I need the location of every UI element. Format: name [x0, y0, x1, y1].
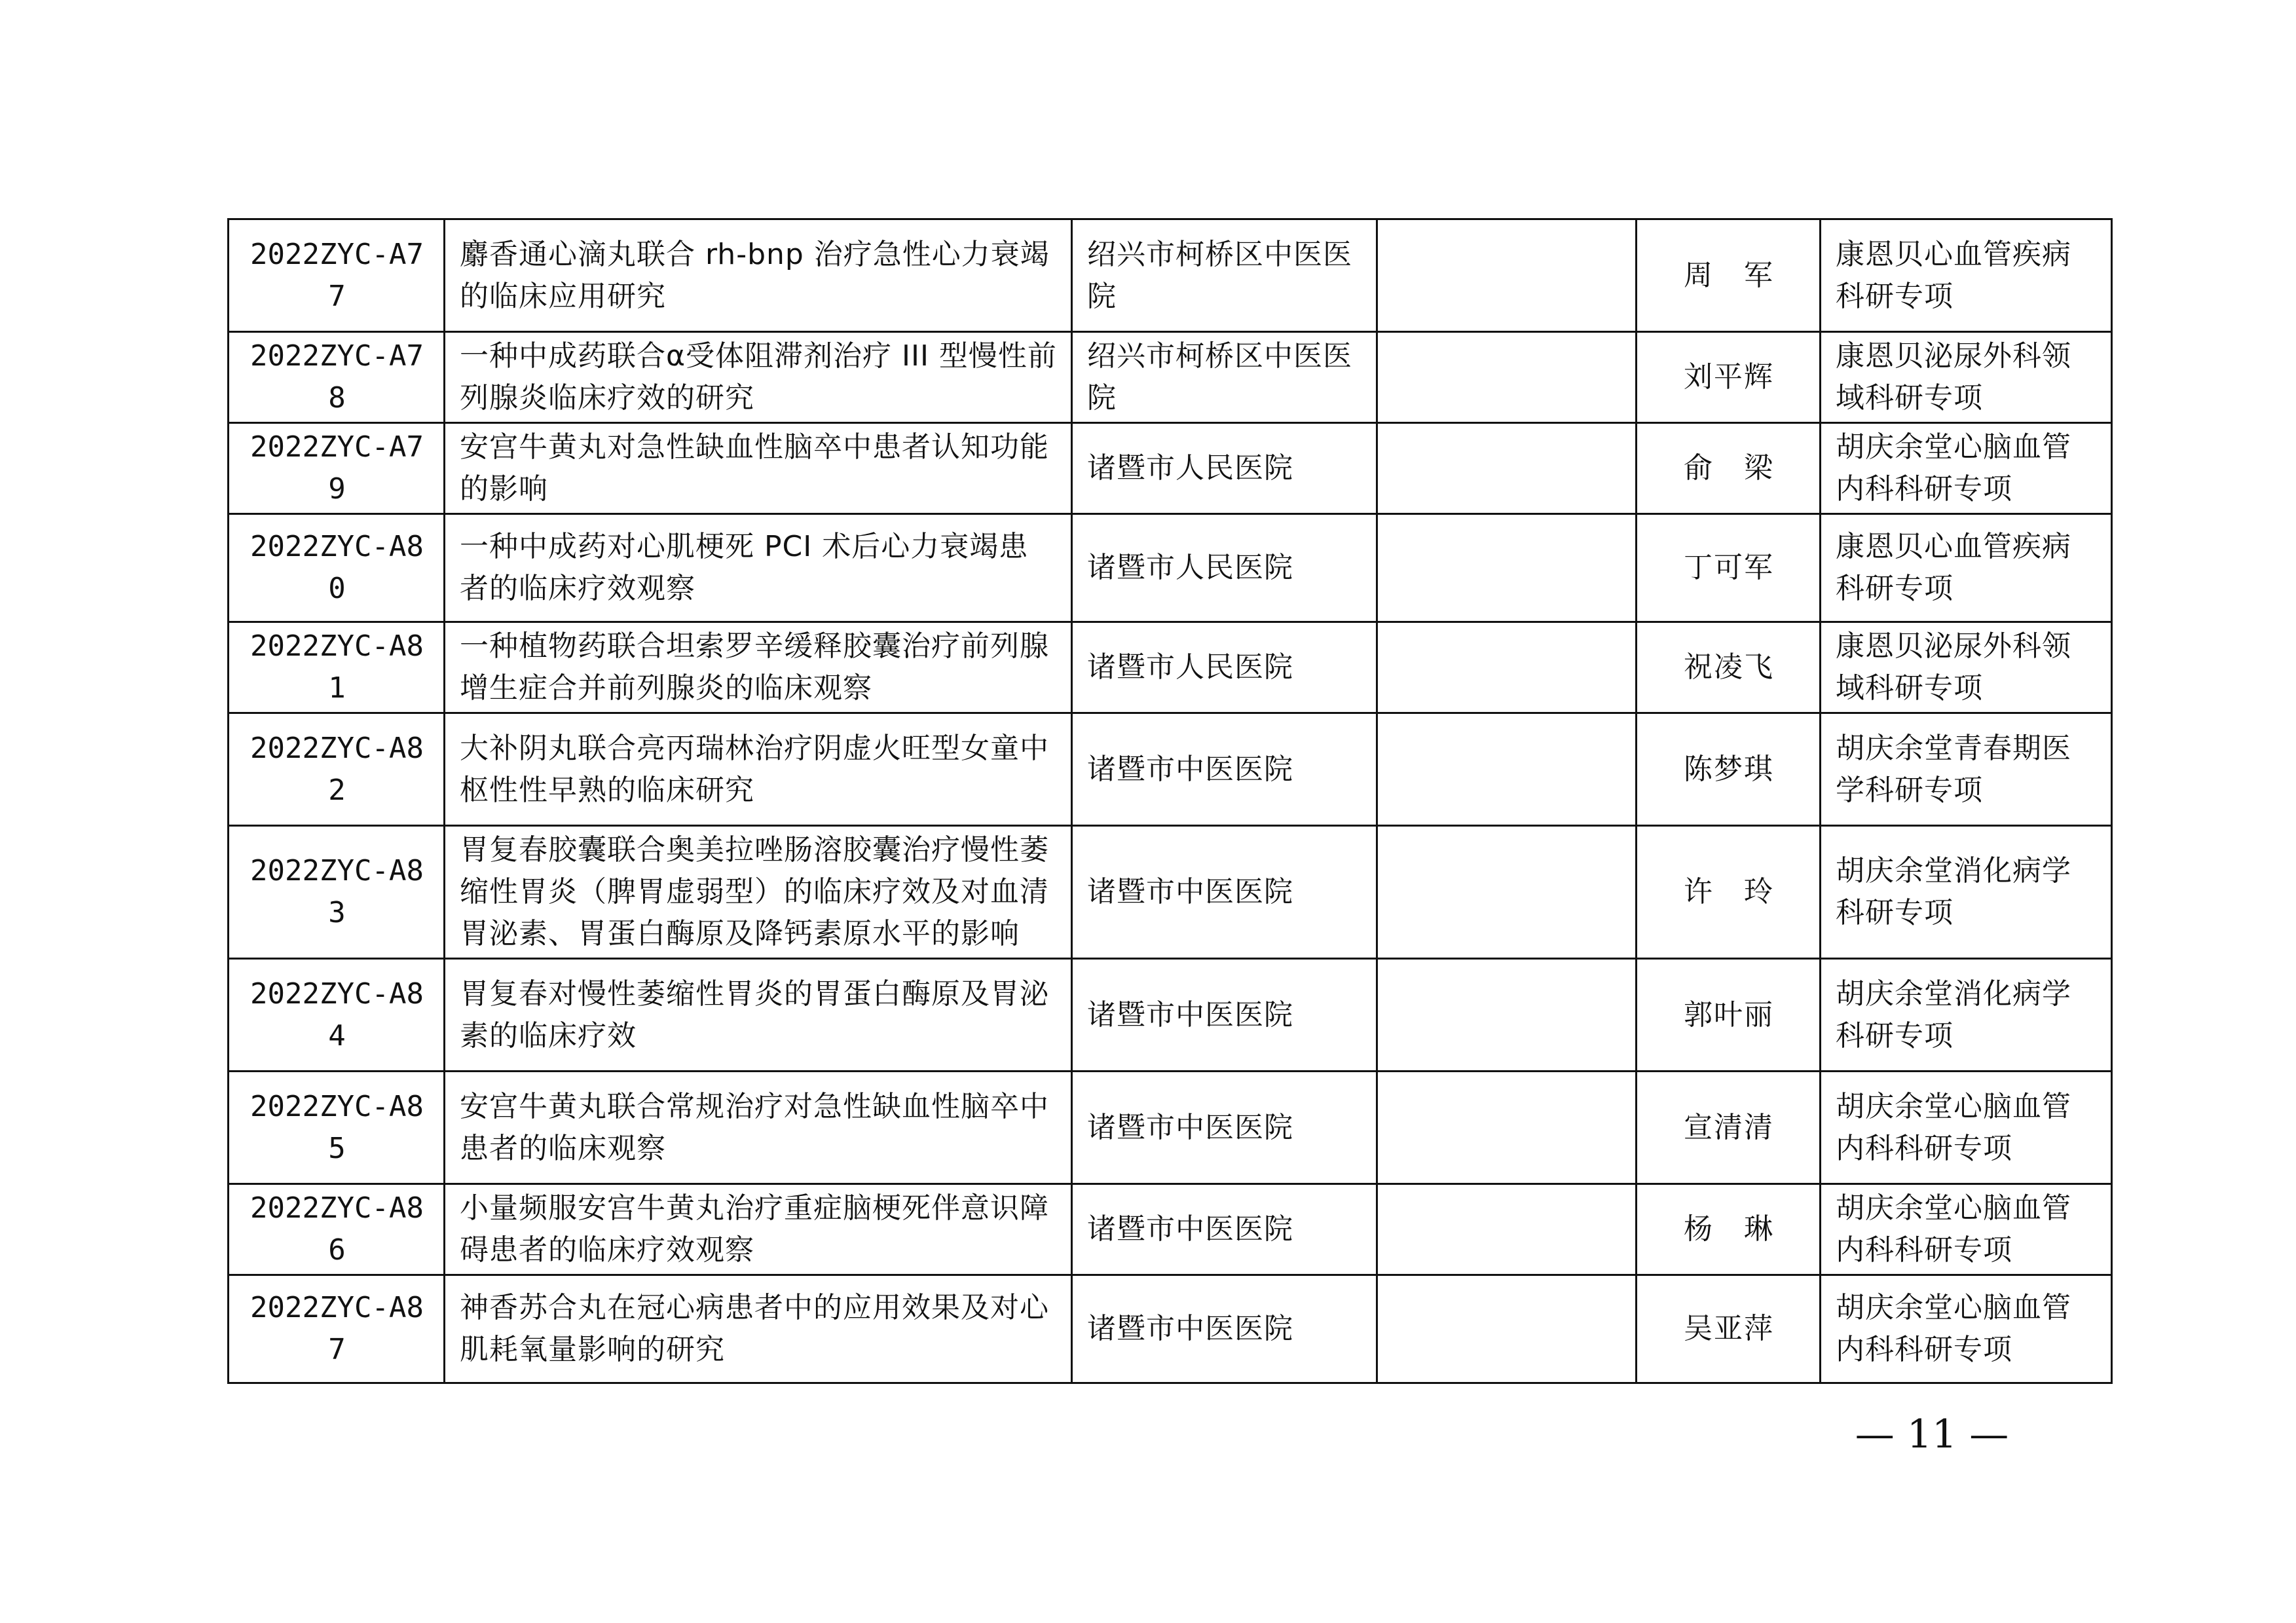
person-cell: 俞 梁	[1637, 423, 1821, 514]
table-row	[229, 622, 2112, 713]
category-cell: 胡庆余堂心脑血管内科科研专项	[1821, 423, 2112, 514]
blank-cell	[1377, 1072, 1637, 1184]
project-title-cell: 大补阴丸联合亮丙瑞林治疗阴虚火旺型女童中枢性性早熟的临床研究	[445, 713, 1072, 826]
category-cell: 胡庆余堂消化病学科研专项	[1821, 826, 2112, 959]
project-title-cell: 神香苏合丸在冠心病患者中的应用效果及对心肌耗氧量影响的研究	[445, 1275, 1072, 1383]
blank-cell	[1377, 622, 1637, 713]
table-row	[229, 826, 2112, 959]
blank-cell	[1377, 332, 1637, 423]
blank-cell	[1377, 423, 1637, 514]
table-row	[229, 713, 2112, 826]
page-number: — 11 —	[1855, 1411, 2009, 1457]
organization-cell: 诸暨市中医医院	[1072, 713, 1377, 826]
person-cell: 许 玲	[1637, 826, 1821, 959]
table-row	[229, 959, 2112, 1072]
table-row	[229, 219, 2112, 332]
category-cell: 康恩贝心血管疾病科研专项	[1821, 514, 2112, 622]
category-cell: 康恩贝泌尿外科领域科研专项	[1821, 332, 2112, 423]
project-title-cell: 胃复春对慢性萎缩性胃炎的胃蛋白酶原及胃泌素的临床疗效	[445, 959, 1072, 1072]
table-row	[229, 1072, 2112, 1184]
project-code-cell: 2022ZYC-A81	[229, 622, 445, 713]
project-code-cell: 2022ZYC-A85	[229, 1072, 445, 1184]
project-code-cell: 2022ZYC-A80	[229, 514, 445, 622]
table-row	[229, 1184, 2112, 1275]
person-cell: 周 军	[1637, 219, 1821, 332]
project-title-cell: 安宫牛黄丸联合常规治疗对急性缺血性脑卒中患者的临床观察	[445, 1072, 1072, 1184]
project-code-cell: 2022ZYC-A78	[229, 332, 445, 423]
organization-cell: 诸暨市中医医院	[1072, 959, 1377, 1072]
project-code-cell: 2022ZYC-A79	[229, 423, 445, 514]
category-cell: 胡庆余堂心脑血管内科科研专项	[1821, 1275, 2112, 1383]
person-cell: 刘平辉	[1637, 332, 1821, 423]
organization-cell: 诸暨市中医医院	[1072, 1184, 1377, 1275]
organization-cell: 诸暨市人民医院	[1072, 514, 1377, 622]
person-cell: 宣清清	[1637, 1072, 1821, 1184]
blank-cell	[1377, 826, 1637, 959]
person-cell: 郭叶丽	[1637, 959, 1821, 1072]
project-code-cell: 2022ZYC-A83	[229, 826, 445, 959]
person-cell: 陈梦琪	[1637, 713, 1821, 826]
project-title-cell: 一种中成药对心肌梗死 PCI 术后心力衰竭患者的临床疗效观察	[445, 514, 1072, 622]
table-row	[229, 332, 2112, 423]
blank-cell	[1377, 713, 1637, 826]
project-title-cell: 一种植物药联合坦索罗辛缓释胶囊治疗前列腺增生症合并前列腺炎的临床观察	[445, 622, 1072, 713]
project-code-cell: 2022ZYC-A84	[229, 959, 445, 1072]
project-code-cell: 2022ZYC-A82	[229, 713, 445, 826]
person-cell: 祝凌飞	[1637, 622, 1821, 713]
blank-cell	[1377, 959, 1637, 1072]
project-title-cell: 麝香通心滴丸联合 rh-bnp 治疗急性心力衰竭的临床应用研究	[445, 219, 1072, 332]
blank-cell	[1377, 219, 1637, 332]
person-cell: 吴亚萍	[1637, 1275, 1821, 1383]
project-code-cell: 2022ZYC-A77	[229, 219, 445, 332]
blank-cell	[1377, 1184, 1637, 1275]
category-cell: 胡庆余堂心脑血管内科科研专项	[1821, 1184, 2112, 1275]
organization-cell: 绍兴市柯桥区中医医院	[1072, 332, 1377, 423]
category-cell: 康恩贝心血管疾病科研专项	[1821, 219, 2112, 332]
organization-cell: 诸暨市中医医院	[1072, 1275, 1377, 1383]
blank-cell	[1377, 514, 1637, 622]
project-title-cell: 小量频服安宫牛黄丸治疗重症脑梗死伴意识障碍患者的临床疗效观察	[445, 1184, 1072, 1275]
blank-cell	[1377, 1275, 1637, 1383]
organization-cell: 诸暨市中医医院	[1072, 826, 1377, 959]
project-code-cell: 2022ZYC-A87	[229, 1275, 445, 1383]
person-cell: 丁可军	[1637, 514, 1821, 622]
category-cell: 胡庆余堂心脑血管内科科研专项	[1821, 1072, 2112, 1184]
person-cell: 杨 琳	[1637, 1184, 1821, 1275]
organization-cell: 诸暨市人民医院	[1072, 423, 1377, 514]
organization-cell: 绍兴市柯桥区中医医院	[1072, 219, 1377, 332]
project-title-cell: 一种中成药联合α受体阻滞剂治疗 III 型慢性前列腺炎临床疗效的研究	[445, 332, 1072, 423]
project-title-cell: 安宫牛黄丸对急性缺血性脑卒中患者认知功能的影响	[445, 423, 1072, 514]
table-row	[229, 423, 2112, 514]
project-code-cell: 2022ZYC-A86	[229, 1184, 445, 1275]
category-cell: 康恩贝泌尿外科领域科研专项	[1821, 622, 2112, 713]
organization-cell: 诸暨市中医医院	[1072, 1072, 1377, 1184]
project-title-cell: 胃复春胶囊联合奥美拉唑肠溶胶囊治疗慢性萎缩性胃炎（脾胃虚弱型）的临床疗效及对血清胃泌素、胃蛋白酶原及降钙素原水平的影响	[445, 826, 1072, 959]
category-cell: 胡庆余堂消化病学科研专项	[1821, 959, 2112, 1072]
organization-cell: 诸暨市人民医院	[1072, 622, 1377, 713]
project-table-body	[229, 219, 2112, 1383]
category-cell: 胡庆余堂青春期医学科研专项	[1821, 713, 2112, 826]
project-table	[227, 218, 2113, 1384]
table-row	[229, 1275, 2112, 1383]
table-row	[229, 514, 2112, 622]
